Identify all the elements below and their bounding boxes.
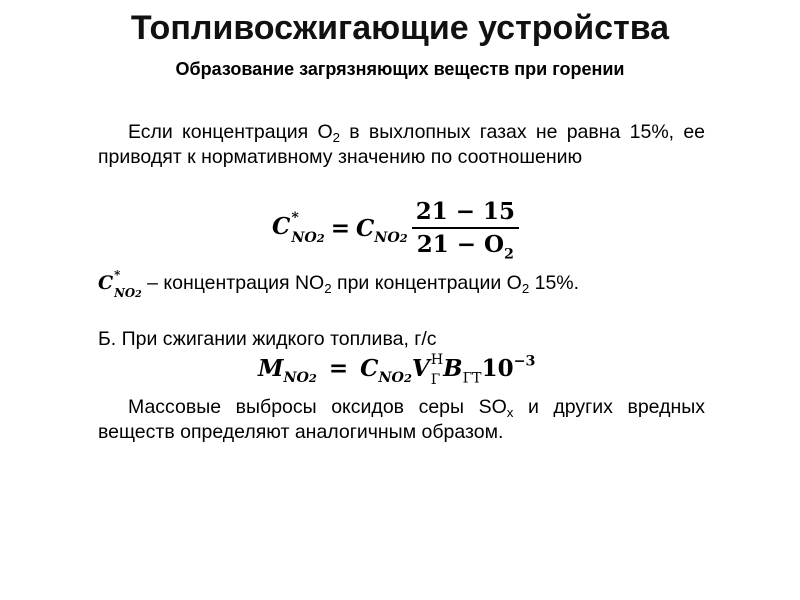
formula2-v-sup: Н — [430, 352, 444, 369]
definition-sub-idx: 2 — [135, 288, 142, 300]
formula1-rhs-sub-text: NO — [374, 229, 400, 246]
slide-title: Топливосжигающие устройства — [130, 9, 670, 47]
definition-text-3: 15%. — [529, 272, 580, 294]
formula2-v-sub: Г — [430, 372, 441, 388]
formula1-numerator: 21 − 15 — [412, 198, 519, 229]
definition-sup: * — [114, 268, 121, 283]
formula1-fraction — [412, 198, 519, 263]
formula2-b: B — [443, 355, 463, 382]
para3-text-before: Массовые выбросы оксидов серы SO — [128, 396, 507, 418]
slide-subtitle: Образование загрязняющих веществ при горении — [175, 59, 625, 79]
formula2-m-sub — [283, 370, 316, 386]
formula2-c-sub — [378, 370, 411, 386]
definition-var: C — [98, 272, 114, 294]
definition-text-1: – концентрация NO — [141, 272, 325, 294]
formula2-m-sub-text: NO — [283, 370, 309, 387]
formula2-b-sub: ГТ — [462, 370, 482, 387]
definition-o2-subscript: 2 — [521, 280, 530, 296]
formula2-c-sub-idx: 2 — [403, 371, 412, 386]
definition-sub-text: NO — [114, 285, 136, 300]
paragraph-sox-emissions — [98, 395, 705, 445]
formula2-exp: −3 — [513, 353, 536, 370]
formula2-v: V — [411, 355, 430, 382]
section-b-heading: Б. При сжигании жидкого топлива, г/с — [98, 328, 437, 350]
definition-symbol — [98, 268, 142, 300]
formula2-c: C — [360, 355, 379, 382]
formula1-lhs-var: C — [272, 213, 291, 241]
definition-text-2: при концентрации O — [331, 272, 522, 294]
formula1-denominator-sub: 2 — [504, 246, 514, 263]
formula-normalized-concentration — [272, 196, 519, 263]
formula1-lhs-sub-idx: 2 — [316, 231, 325, 246]
formula1-lhs-sub — [291, 231, 324, 246]
para1-text-before: Если концентрация O — [128, 121, 333, 143]
formula-mass-emission — [258, 352, 535, 386]
para1-o2-subscript: 2 — [332, 129, 341, 145]
definition-sub — [114, 287, 142, 300]
formula1-denominator — [413, 229, 518, 263]
formula2-v-indices — [430, 352, 444, 388]
para1-text-after: в выхлопных газах не равна 15%, ее приводят к нормативному значению по соотношению — [98, 121, 706, 168]
formula2-equals: = — [328, 355, 349, 382]
formula1-lhs-sup: * — [291, 210, 299, 227]
formula1-rhs-sub — [374, 230, 407, 246]
formula1-lhs — [272, 210, 325, 247]
para3-sox-subscript: x — [506, 404, 514, 420]
definition-no2-subscript: 2 — [324, 280, 332, 296]
formula1-denominator-prefix: 21 − O — [416, 231, 505, 258]
formula2-ten: 10 — [481, 355, 514, 382]
formula1-rhs — [355, 214, 408, 246]
formula1-lhs-sub-text: NO — [291, 230, 317, 247]
formula2-c-sub-text: NO — [378, 370, 404, 387]
formula2-m: M — [258, 355, 284, 382]
definition-line — [98, 268, 580, 300]
paragraph-o2-normalization — [98, 120, 705, 170]
formula1-rhs-sub-idx: 2 — [399, 230, 408, 245]
para3-text-after: и других вредных веществ определяют аналогичным образом. — [98, 396, 705, 443]
formula1-rhs-var: C — [355, 214, 375, 242]
formula1-lhs-indices — [291, 210, 325, 247]
definition-indices — [114, 268, 142, 300]
formula1-equals: = — [330, 214, 350, 242]
formula2-m-sub-idx: 2 — [308, 371, 317, 386]
